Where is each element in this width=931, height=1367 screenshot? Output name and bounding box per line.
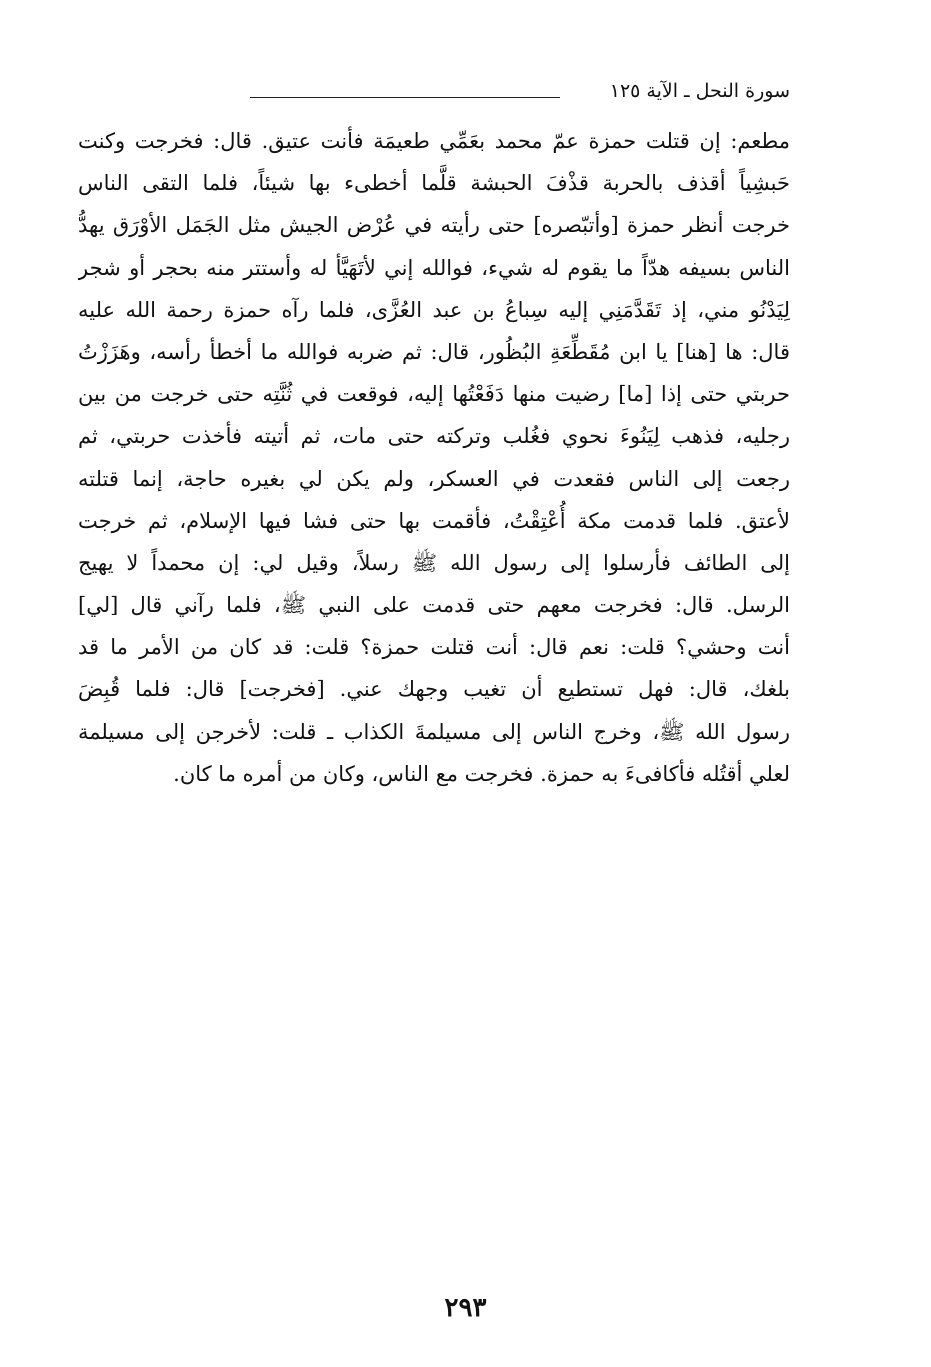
text-line: حربتي حتى إذا [ما] رضيت منها دَفَعْتُها إليه، فوقعت في ثُنَّتِه حتى خرجت من بين [78,382,790,407]
text-line: خرجت أنظر حمزة [وأتبّصره] حتى رأيته في عُرْض الجيش مثل الجَمَل الأوْرَق يهدُّ [78,213,790,238]
text-line-last: لعلي أقتُله فأكافىءَ به حمزة. فخرجت مع الناس، وكان من أمره ما كان. [173,761,790,786]
text-line: لأعتق. فلما قدمت مكة أُعْتِقْتُ، فأقمت بها حتى فشا فيها الإسلام، ثم خرجت [78,508,790,533]
text-line: رجليه، فذهب لِيَنُوءَ نحوي فغُلب وتركته حتى مات، ثم أتيته فأخذت حربتي، ثم [78,424,790,449]
page-number: ٢٩٣ [444,1293,487,1323]
text-line: الناس بسيفه هدّاً ما يقوم له شيء، فوالله إني لأتَهَيَّأ له وأستتر منه بحجر أو شجر [78,255,790,280]
header-rule [250,97,560,98]
text-line: إلى الطائف فأرسلوا إلى رسول الله ﷺ رسلاً، وقيل لي: إن محمداً لا يهيج [78,550,790,575]
text-line: حَبشِياً أقذف بالحربة قذْفَ الحبشة قلَّما أخطىء بها شيئاً، فلما التقى الناس [78,171,790,196]
text-line: مطعم: إن قتلت حمزة عمّ محمد بعَمِّي طعيمَة فأنت عتيق. قال: فخرجت وكنت [78,129,790,153]
text-line: رسول الله ﷺ، وخرج الناس إلى مسيلمةَ الكذاب ـ قلت: لأخرجن إلى مسيلمة [78,719,790,744]
header-title: سورة النحل ـ الآية ١٢٥ [602,76,790,106]
running-header [78,76,790,110]
body-text [78,120,790,795]
text-line: قال: ها [هنا] يا ابن مُقَطِّعَةِ البُظُور، قال: ثم ضربه فوالله ما أخطأ رأسه، وهَزَزْتُ [78,339,790,364]
text-line: لِيَدْنُو مني، إذ تَقَدَّمَنِي إليه سِباعُ بن عبد العُزَّى، فلما رآه حمزة رحمة الله عليه [78,297,790,322]
text-line: الرسل. قال: فخرجت معهم حتى قدمت على النبي ﷺ، فلما رآني قال [لي] [78,593,790,618]
text-line: أنت وحشي؟ قلت: نعم قال: أنت قتلت حمزة؟ قلت: قد كان من الأمر ما قد [78,635,790,660]
text-line: بلغك، قال: فهل تستطيع أن تغيب وجهك عني. [فخرجت] قال: فلما قُبِضَ [78,677,790,702]
text-line: رجعت إلى الناس فقعدت في العسكر، ولم يكن لي بغيره حاجة، إنما قتلته [78,466,790,491]
